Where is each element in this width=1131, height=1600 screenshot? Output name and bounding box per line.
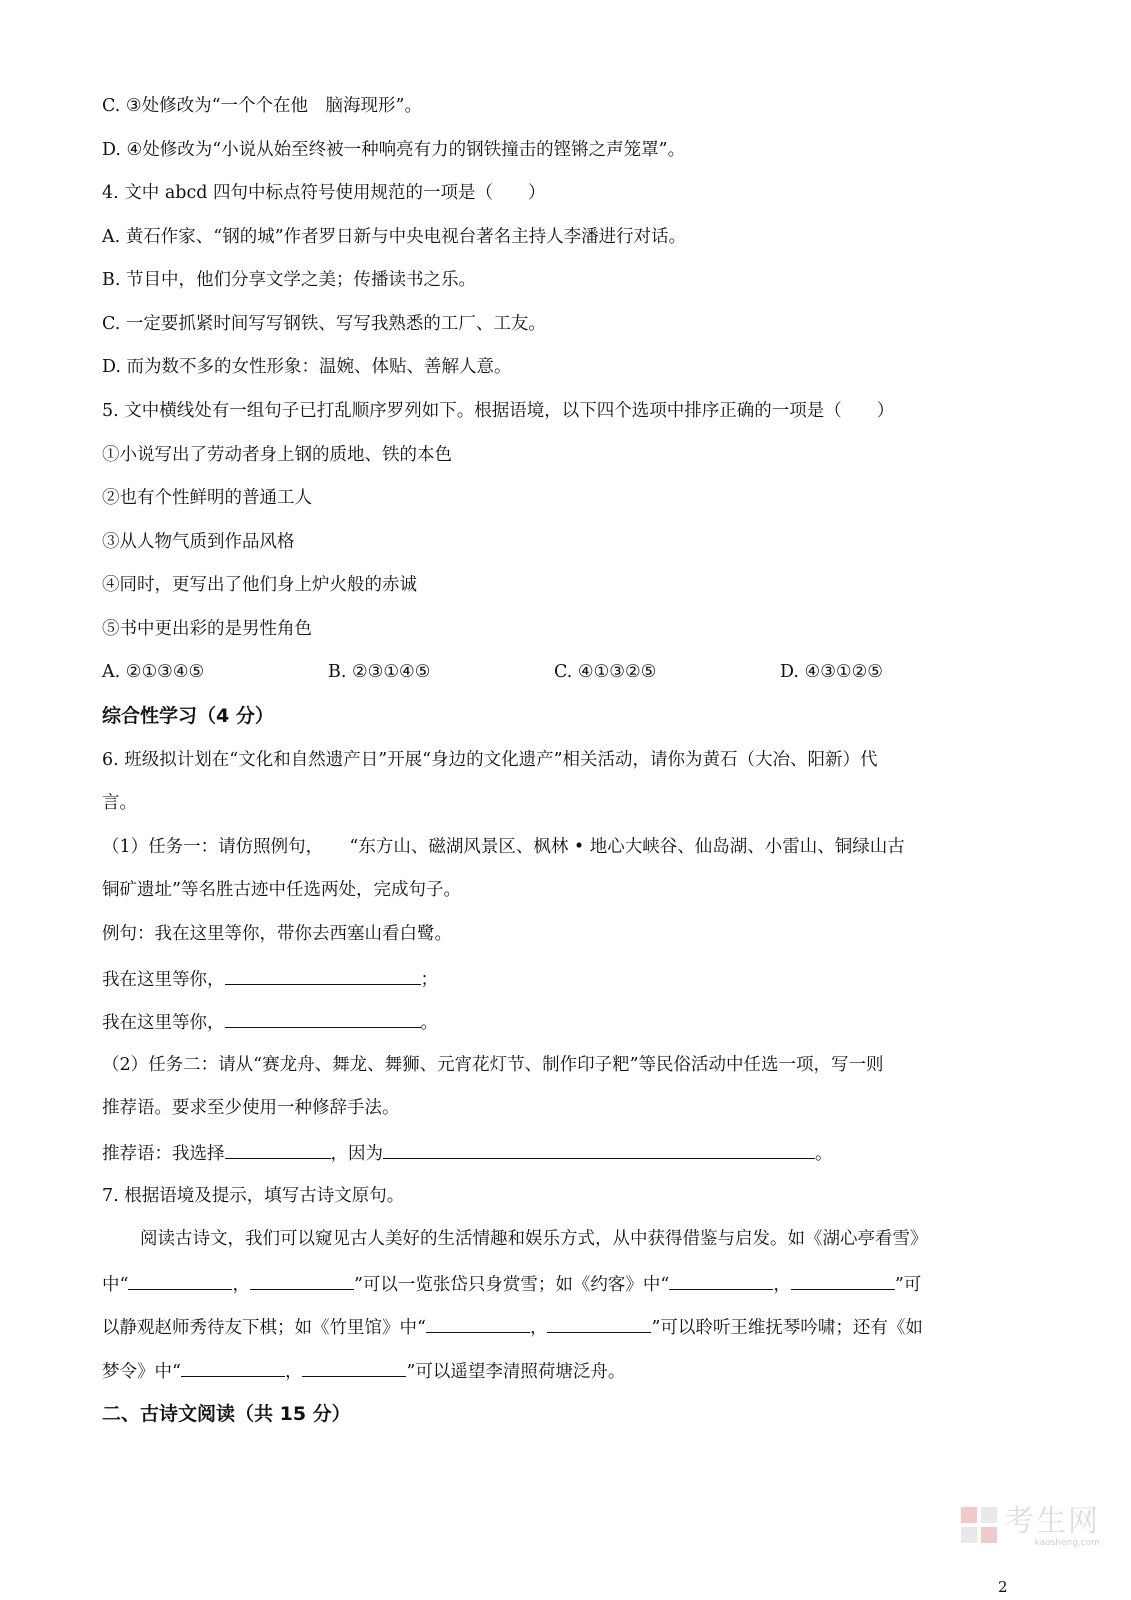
- answer-blank[interactable]: [791, 1271, 895, 1290]
- q6-task2-line2: 推荐语。要求至少使用一种修辞手法。: [102, 1098, 400, 1118]
- section-heading-poetry: 二、古诗文阅读（共 15 分）: [102, 1403, 351, 1425]
- q5-sentence-5: ⑤书中更出彩的是男性角色: [102, 619, 312, 639]
- answer-blank[interactable]: [669, 1271, 773, 1290]
- fill-end: 。: [420, 1013, 438, 1033]
- q7-paragraph-line2: [102, 1271, 921, 1297]
- text-run: ”可以一览张岱只身赏雪；如《约客》中“: [353, 1275, 670, 1295]
- q5-sentence-4: ④同时，更写出了他们身上炉火般的赤诚: [102, 575, 417, 595]
- page-number: 2: [998, 1578, 1008, 1596]
- watermark: [960, 1506, 1100, 1550]
- q5-option-a: A. ②①③④⑤: [102, 662, 205, 682]
- q3-option-d: D. ④处修改为“小说从始至终被一种响亮有力的钢铁撞击的铿锵之声笼罩”。: [102, 140, 686, 160]
- q5-option-c: C. ④①③②⑤: [554, 662, 657, 682]
- q4-option-d: D. 而为数不多的女性形象：温婉、体贴、善解人意。: [102, 357, 512, 377]
- q4-option-b: B. 节目中，他们分享文学之美；传播读书之乐。: [102, 270, 476, 290]
- text-run: 中“: [102, 1275, 129, 1295]
- q4-option-a: A. 黄石作家、“钢的城”作者罗日新与中央电视台著名主持人李潘进行对话。: [102, 227, 687, 247]
- answer-blank[interactable]: [547, 1314, 651, 1333]
- watermark-url: kaosheng.com: [1034, 1538, 1100, 1548]
- rec-prefix: 推荐语：我选择: [102, 1144, 225, 1164]
- q6-task1-line2: 铜矿遗址”等名胜古迹中任选两处，完成句子。: [102, 880, 461, 900]
- q4-stem: 4. 文中 abcd 四句中标点符号使用规范的一项是（ ）: [102, 183, 546, 203]
- text-run: ”可: [894, 1275, 922, 1295]
- q6-stem-line1: 6. 班级拟计划在“文化和自然遗产日”开展“身边的文化遗产”相关活动，请你为黄石（大冶、阳新）代: [102, 750, 878, 770]
- answer-blank[interactable]: [302, 1358, 406, 1377]
- rec-mid: ，因为: [330, 1144, 383, 1164]
- answer-blank[interactable]: [250, 1271, 354, 1290]
- text-run: ，: [529, 1318, 548, 1338]
- text-run: ，: [284, 1362, 303, 1382]
- text-run: ，: [232, 1275, 250, 1295]
- kaosheng-logo-icon: [960, 1506, 998, 1544]
- watermark-name: 考生网: [1004, 1504, 1100, 1539]
- answer-blank[interactable]: [383, 1140, 815, 1159]
- q5-sentence-3: ③从人物气质到作品风格: [102, 532, 295, 552]
- answer-blank[interactable]: [181, 1358, 285, 1377]
- q5-sentence-2: ②也有个性鲜明的普通工人: [102, 488, 312, 508]
- q5-sentence-1: ①小说写出了劳动者身上钢的质地、铁的本色: [102, 445, 452, 465]
- section-heading-integrated: 综合性学习（4 分）: [102, 705, 274, 727]
- text-run: 以静观赵师秀待友下棋；如《竹里馆》中“: [102, 1318, 426, 1338]
- text-run: 梦令》中“: [102, 1362, 181, 1382]
- q4-option-c: C. 一定要抓紧时间写写钢铁、写写我熟悉的工厂、工友。: [102, 314, 546, 334]
- q6-fill-line-1: [102, 966, 438, 992]
- q6-task1-line1: （1）任务一：请仿照例句， “东方山、磁湖风景区、枫林 • 地心大峡谷、仙岛湖、小雷山、铜绿山古: [102, 837, 905, 857]
- q6-example: 例句：我在这里等你，带你去西塞山看白鹭。: [102, 924, 452, 944]
- q6-task2-line1: （2）任务二：请从“赛龙舟、舞龙、舞狮、元宵花灯节、制作印子粑”等民俗活动中任选一项，写一则: [102, 1055, 884, 1075]
- q5-option-b: B. ②③①④⑤: [328, 662, 431, 682]
- text-run: ”可以遥望李清照荷塘泛舟。: [406, 1362, 626, 1382]
- q3-option-c: C. ③处修改为“一个个在他 脑海现形”。: [102, 96, 422, 116]
- text-run: ”可以聆听王维抚琴吟啸；还有《如: [651, 1318, 923, 1338]
- q6-stem-line2: 言。: [102, 793, 137, 813]
- q7-stem: 7. 根据语境及提示，填写古诗文原句。: [102, 1186, 405, 1206]
- q5-stem: 5. 文中横线处有一组句子已打乱顺序罗列如下。根据语境，以下四个选项中排序正确的一项是（ ）: [102, 401, 895, 421]
- q6-recommendation-line: [102, 1140, 833, 1166]
- q6-fill-line-2: [102, 1009, 438, 1035]
- answer-blank[interactable]: [225, 1140, 331, 1159]
- answer-blank[interactable]: [225, 1009, 421, 1028]
- q7-paragraph-line3: [102, 1314, 923, 1340]
- fill-prefix: 我在这里等你，: [102, 1013, 225, 1033]
- q7-paragraph-line4: [102, 1358, 625, 1384]
- answer-blank[interactable]: [426, 1314, 530, 1333]
- q7-paragraph-line1: 阅读古诗文，我们可以窥见古人美好的生活情趣和娱乐方式，从中获得借鉴与启发。如《湖心亭看雪》: [140, 1229, 928, 1249]
- answer-blank[interactable]: [225, 966, 421, 985]
- fill-end: ；: [420, 970, 438, 990]
- fill-prefix: 我在这里等你，: [102, 970, 225, 990]
- q5-option-d: D. ④③①②⑤: [780, 662, 883, 682]
- text-run: ，: [773, 1275, 791, 1295]
- answer-blank[interactable]: [128, 1271, 232, 1290]
- rec-end: 。: [815, 1144, 833, 1164]
